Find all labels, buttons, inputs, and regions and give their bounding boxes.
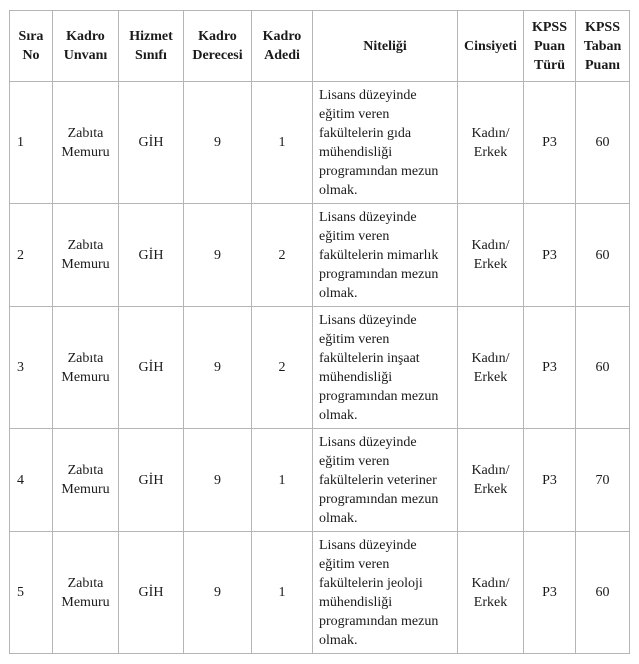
cell-kadro-derecesi: 9: [184, 204, 252, 307]
cell-sira-no: 4: [10, 429, 53, 532]
header-sira-no: Sıra No: [10, 11, 53, 82]
cell-kadro-adedi: 1: [252, 429, 313, 532]
cell-hizmet-sinifi: GİH: [119, 429, 184, 532]
cell-kpss-taban-puani: 60: [576, 204, 630, 307]
cell-hizmet-sinifi: GİH: [119, 532, 184, 654]
recruitment-table: [9, 10, 630, 654]
cell-kpss-puan-turu: P3: [524, 204, 576, 307]
cell-cinsiyeti: Kadın/ Erkek: [458, 82, 524, 204]
cell-hizmet-sinifi: GİH: [119, 307, 184, 429]
table-row: [10, 532, 630, 654]
cell-kpss-taban-puani: 60: [576, 307, 630, 429]
cell-niteligi: Lisans düzeyinde eğitim veren fakültelerin inşaat mühendisliği programından mezun olmak.: [313, 307, 458, 429]
header-kadro-adedi: Kadro Adedi: [252, 11, 313, 82]
cell-kadro-unvani: Zabıta Memuru: [53, 532, 119, 654]
cell-kadro-adedi: 1: [252, 82, 313, 204]
cell-kpss-puan-turu: P3: [524, 532, 576, 654]
cell-niteligi: Lisans düzeyinde eğitim veren fakültelerin gıda mühendisliği programından mezun olmak.: [313, 82, 458, 204]
cell-cinsiyeti: Kadın/ Erkek: [458, 532, 524, 654]
cell-kpss-taban-puani: 70: [576, 429, 630, 532]
cell-kadro-derecesi: 9: [184, 82, 252, 204]
cell-kadro-unvani: Zabıta Memuru: [53, 307, 119, 429]
table-row: [10, 204, 630, 307]
cell-sira-no: 1: [10, 82, 53, 204]
header-kadro-unvani: Kadro Unvanı: [53, 11, 119, 82]
cell-niteligi: Lisans düzeyinde eğitim veren fakültelerin mimarlık programından mezun olmak.: [313, 204, 458, 307]
header-kpss-taban-puani: KPSS Taban Puanı: [576, 11, 630, 82]
cell-hizmet-sinifi: GİH: [119, 82, 184, 204]
table-row: [10, 82, 630, 204]
cell-sira-no: 3: [10, 307, 53, 429]
cell-kadro-unvani: Zabıta Memuru: [53, 82, 119, 204]
cell-kadro-adedi: 1: [252, 532, 313, 654]
header-kadro-derecesi: Kadro Derecesi: [184, 11, 252, 82]
cell-kadro-derecesi: 9: [184, 307, 252, 429]
document-page: [9, 10, 630, 654]
table-row: [10, 429, 630, 532]
cell-kpss-puan-turu: P3: [524, 82, 576, 204]
cell-kpss-puan-turu: P3: [524, 429, 576, 532]
cell-sira-no: 5: [10, 532, 53, 654]
cell-kpss-puan-turu: P3: [524, 307, 576, 429]
header-cinsiyeti: Cinsiyeti: [458, 11, 524, 82]
header-niteligi: Niteliği: [313, 11, 458, 82]
cell-kadro-unvani: Zabıta Memuru: [53, 429, 119, 532]
cell-kadro-derecesi: 9: [184, 429, 252, 532]
cell-kadro-derecesi: 9: [184, 532, 252, 654]
header-kpss-puan-turu: KPSS Puan Türü: [524, 11, 576, 82]
cell-kpss-taban-puani: 60: [576, 532, 630, 654]
cell-cinsiyeti: Kadın/ Erkek: [458, 307, 524, 429]
table-row: [10, 307, 630, 429]
cell-sira-no: 2: [10, 204, 53, 307]
cell-niteligi: Lisans düzeyinde eğitim veren fakültelerin veteriner programından mezun olmak.: [313, 429, 458, 532]
table-header-row: [10, 11, 630, 82]
cell-cinsiyeti: Kadın/ Erkek: [458, 204, 524, 307]
header-hizmet-sinifi: Hizmet Sınıfı: [119, 11, 184, 82]
cell-niteligi: Lisans düzeyinde eğitim veren fakültelerin jeoloji mühendisliği programından mezun olmak.: [313, 532, 458, 654]
cell-kpss-taban-puani: 60: [576, 82, 630, 204]
cell-kadro-adedi: 2: [252, 204, 313, 307]
cell-kadro-adedi: 2: [252, 307, 313, 429]
cell-cinsiyeti: Kadın/ Erkek: [458, 429, 524, 532]
cell-kadro-unvani: Zabıta Memuru: [53, 204, 119, 307]
cell-hizmet-sinifi: GİH: [119, 204, 184, 307]
